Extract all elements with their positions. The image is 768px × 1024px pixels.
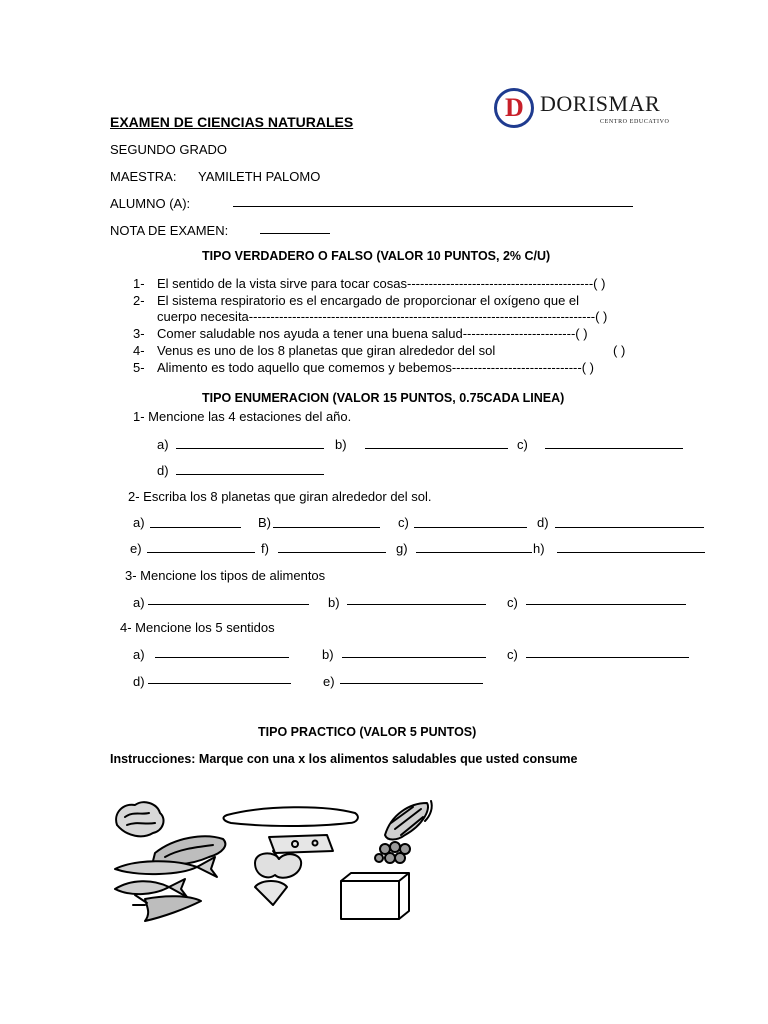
tf-item-text: El sentido de la vista sirve para tocar cosas-------------------------------------------( ) [157, 276, 606, 291]
answer-label: d) [537, 515, 549, 530]
tf-item-number: 4- [133, 343, 145, 358]
tf-item-number: 3- [133, 326, 145, 341]
tf-item-text: Comer saludable nos ayuda a tener una buena salud--------------------------( ) [157, 326, 588, 341]
answer-line[interactable] [147, 552, 255, 553]
answer-line[interactable] [347, 604, 486, 605]
logo-letter: D [505, 93, 524, 122]
answer-line[interactable] [414, 527, 527, 528]
answer-line[interactable] [526, 657, 689, 658]
grapes-icon[interactable] [375, 842, 410, 863]
answer-label: a) [157, 437, 169, 452]
exam-title: EXAMEN DE CIENCIAS NATURALES [110, 114, 354, 130]
answer-line[interactable] [555, 527, 704, 528]
answer-label: h) [533, 541, 545, 556]
answer-line[interactable] [545, 448, 683, 449]
teacher-label: MAESTRA: [110, 169, 177, 184]
answer-label: b) [328, 595, 340, 610]
tf-answer-box[interactable]: ( ) [613, 343, 626, 358]
true-false-heading: TIPO VERDADERO O FALSO (VALOR 10 PUNTOS, 2% C/U) [202, 249, 551, 263]
tf-item-text: El sistema respiratorio es el encargado de proporcionar el oxígeno que el [157, 293, 580, 308]
enum-q1-prompt: 1- Mencione las 4 estaciones del año. [133, 409, 352, 424]
logo-ring [494, 88, 534, 128]
tf-item-text: Alimento es todo aquello que comemos y bebemos------------------------------( ) [157, 360, 594, 375]
teacher-name: YAMILETH PALOMO [198, 169, 321, 184]
answer-label: c) [507, 647, 518, 662]
answer-line[interactable] [365, 448, 508, 449]
answer-label: e) [130, 541, 142, 556]
answer-line[interactable] [148, 683, 291, 684]
answer-line[interactable] [150, 527, 241, 528]
practical-instructions: Instrucciones: Marque con una x los alimentos saludables que usted consume [110, 752, 578, 766]
answer-line[interactable] [278, 552, 386, 553]
answer-label: a) [133, 595, 145, 610]
tf-item-number: 5- [133, 360, 145, 375]
apple-icon[interactable] [255, 851, 301, 878]
answer-line[interactable] [176, 474, 324, 475]
corn-icon[interactable] [385, 801, 432, 840]
food-illustrations [105, 795, 445, 925]
practical-heading: TIPO PRACTICO (VALOR 5 PUNTOS) [258, 725, 477, 739]
cheese-icon[interactable] [269, 835, 333, 853]
carrot-icon[interactable] [133, 895, 201, 921]
answer-label: f) [261, 541, 269, 556]
answer-line[interactable] [342, 657, 486, 658]
exam-grade-line[interactable] [260, 233, 330, 234]
fish-icon[interactable] [115, 879, 187, 897]
box-icon[interactable] [341, 873, 409, 919]
answer-line[interactable] [273, 527, 380, 528]
answer-label: g) [396, 541, 408, 556]
answer-label: b) [335, 437, 347, 452]
answer-line[interactable] [155, 657, 289, 658]
enum-q2-prompt: 2- Escriba los 8 planetas que giran alrededor del sol. [128, 489, 432, 504]
exam-grade-label: NOTA DE EXAMEN: [110, 223, 229, 238]
answer-line[interactable] [526, 604, 686, 605]
answer-label: c) [398, 515, 409, 530]
answer-label: a) [133, 515, 145, 530]
logo-subtitle: CENTRO EDUCATIVO [600, 119, 670, 125]
answer-line[interactable] [340, 683, 483, 684]
enumeration-heading: TIPO ENUMERACION (VALOR 15 PUNTOS, 0.75CADA LINEA) [202, 391, 565, 405]
ice-cream-icon[interactable] [255, 881, 287, 905]
answer-label: c) [517, 437, 528, 452]
tf-item-number: 2- [133, 293, 145, 308]
tf-item-text: Venus es uno de los 8 planetas que giran alrededor del sol [157, 343, 496, 358]
answer-line[interactable] [557, 552, 705, 553]
answer-label: d) [133, 674, 145, 689]
answer-line[interactable] [176, 448, 324, 449]
answer-label: B) [258, 515, 271, 530]
tf-item-number: 1- [133, 276, 145, 291]
answer-label: d) [157, 463, 169, 478]
answer-label: e) [323, 674, 335, 689]
bread-icon[interactable] [224, 807, 358, 826]
enum-q4-prompt: 4- Mencione los 5 sentidos [120, 620, 275, 635]
grade-text: SEGUNDO GRADO [110, 142, 228, 157]
student-label: ALUMNO (A): [110, 196, 191, 211]
student-name-line[interactable] [233, 206, 633, 207]
answer-label: a) [133, 647, 145, 662]
logo-name: DORISMAR [540, 91, 661, 116]
enum-q3-prompt: 3- Mencione los tipos de alimentos [125, 568, 326, 583]
tf-item-text-cont: cuerpo necesita--------------------------------------------------------------------------------( ) [157, 309, 608, 324]
answer-line[interactable] [416, 552, 532, 553]
answer-line[interactable] [148, 604, 309, 605]
lettuce-icon[interactable] [116, 802, 163, 836]
answer-label: c) [507, 595, 518, 610]
answer-label: b) [322, 647, 334, 662]
